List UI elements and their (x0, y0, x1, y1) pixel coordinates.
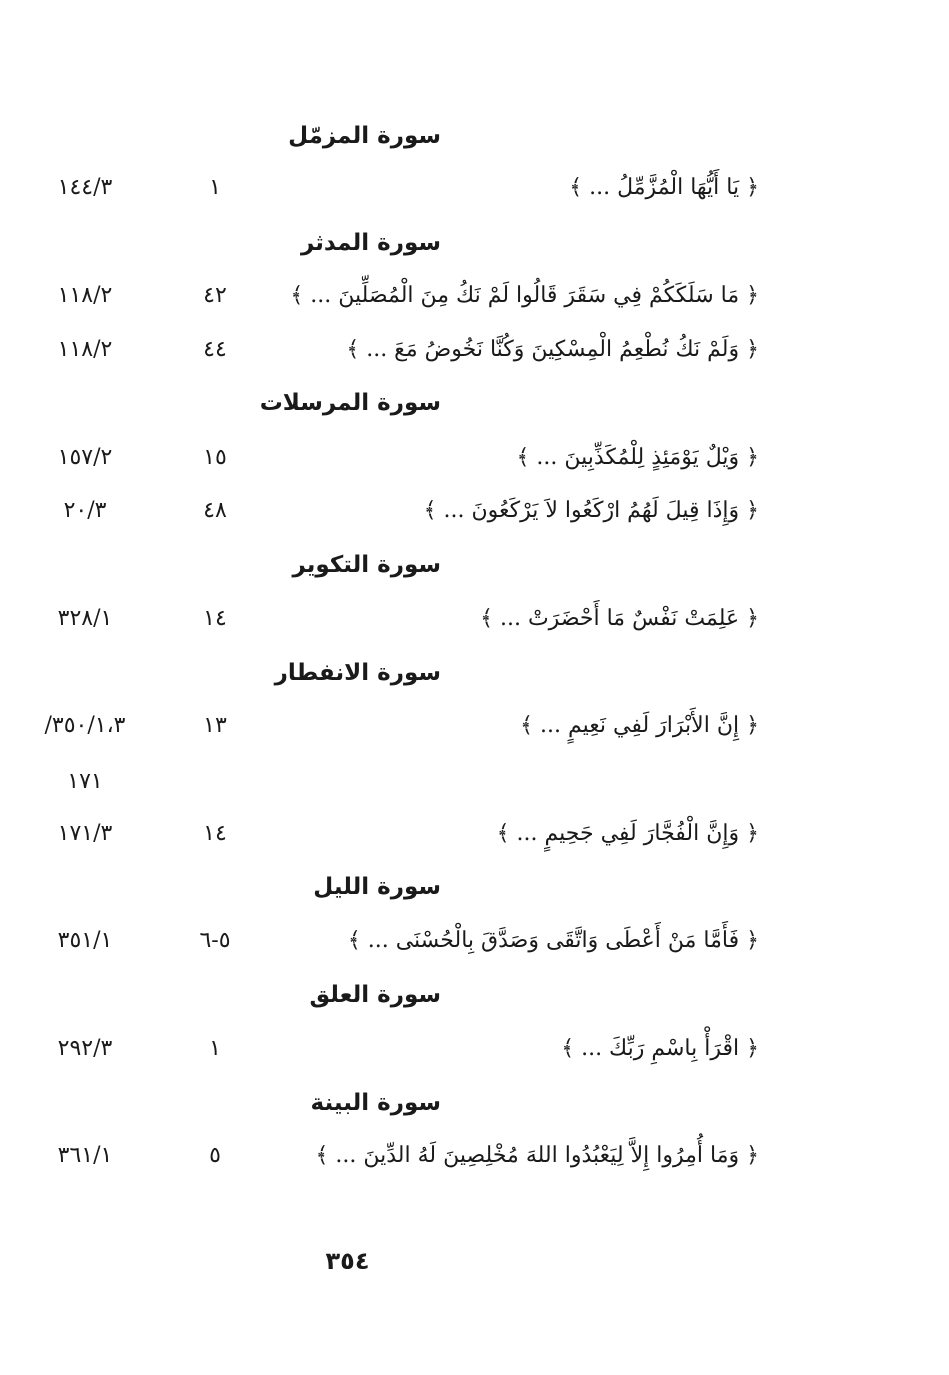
page-reference: ٣٦١/١ (57, 1143, 113, 1168)
section-title-infitar: سورة الانفطار (274, 660, 441, 686)
ayah-number: ٤٤ (203, 337, 227, 362)
verse-text: ﴿ وَيْلٌ يَوْمَئِذٍ لِلْمُكَذِّبِينَ ... ﴾ (516, 445, 759, 470)
ayah-number: ٤٨ (203, 498, 227, 523)
verse-text: ﴿ إِنَّ الأَبْرَارَ لَفِي نَعِيمٍ ... ﴾ (520, 713, 759, 738)
section-title-takwir: سورة التكوير (292, 552, 441, 578)
ayah-number: ٤٢ (203, 283, 227, 308)
verse-text: ﴿ مَا سَلَكَكُمْ فِي سَقَرَ قَالُوا لَمْ نَكُ مِنَ الْمُصَلِّينَ ... ﴾ (290, 283, 759, 308)
page-reference: ٢٠/٣ (63, 498, 107, 523)
page-reference: ٣٢٨/١ (57, 606, 113, 631)
verse-text: ﴿ اقْرَأْ بِاسْمِ رَبِّكَ ... ﴾ (561, 1036, 759, 1061)
verse-text: ﴿ فَأَمَّا مَنْ أَعْطَى وَاتَّقَى وَصَدَّقَ بِالْحُسْنَى ... ﴾ (347, 928, 759, 953)
verse-text: ﴿ عَلِمَتْ نَفْسٌ مَا أَحْضَرَتْ ... ﴾ (480, 606, 759, 631)
section-title-layl: سورة الليل (313, 874, 441, 900)
section-title-bayyina: سورة البينة (310, 1090, 441, 1116)
ayah-number: ١٤ (203, 606, 227, 631)
section-title-muddaththir: سورة المدثر (300, 230, 441, 256)
ayah-number: ٥-٦ (199, 928, 231, 953)
verse-text: ﴿ يَا أَيُّهَا الْمُزَّمِّلُ ... ﴾ (569, 175, 759, 200)
page-reference: ١١٨/٢ (57, 337, 113, 362)
verse-text: ﴿ وَلَمْ نَكُ نُطْعِمُ الْمِسْكِينَ وَكُنَّا نَخُوضُ مَعَ ... ﴾ (346, 337, 759, 362)
verse-text: ﴿ وَمَا أُمِرُوا إِلاَّ لِيَعْبُدُوا اللهَ مُخْلِصِينَ لَهُ الدِّينَ ... ﴾ (315, 1143, 759, 1168)
page-reference: ١٥٧/٢ (57, 445, 113, 470)
page-reference: ١١٨/٢ (57, 283, 113, 308)
verse-text: ﴿ وَإِنَّ الْفُجَّارَ لَفِي جَحِيمٍ ... ﴾ (496, 821, 759, 846)
page-reference: ٣٥١/١ (57, 928, 113, 953)
ayah-number: ١٤ (203, 821, 227, 846)
page-reference: ٣٥٠/١،٣/ (44, 713, 126, 738)
ayah-number: ١٣ (203, 713, 227, 738)
section-title-alaq: سورة العلق (309, 982, 441, 1008)
page-reference: ١٤٤/٣ (57, 175, 113, 200)
ayah-number: ٥ (209, 1143, 221, 1168)
ayah-number: ١ (209, 175, 221, 200)
verse-text: ﴿ وَإِذَا قِيلَ لَهُمُ ارْكَعُوا لاَ يَرْكَعُونَ ... ﴾ (423, 498, 759, 523)
page-reference: ٢٩٢/٣ (57, 1036, 113, 1061)
page-reference: ١٧١/٣ (57, 821, 113, 846)
page-number: ٣٥٤ (325, 1247, 370, 1275)
ayah-number: ١٥ (203, 445, 227, 470)
section-title-mursalat: سورة المرسلات (259, 390, 441, 416)
section-title-muzzammil: سورة المزمّل (288, 123, 441, 149)
ayah-number: ١ (209, 1036, 221, 1061)
page-reference-continued: ١٧١ (67, 769, 103, 794)
